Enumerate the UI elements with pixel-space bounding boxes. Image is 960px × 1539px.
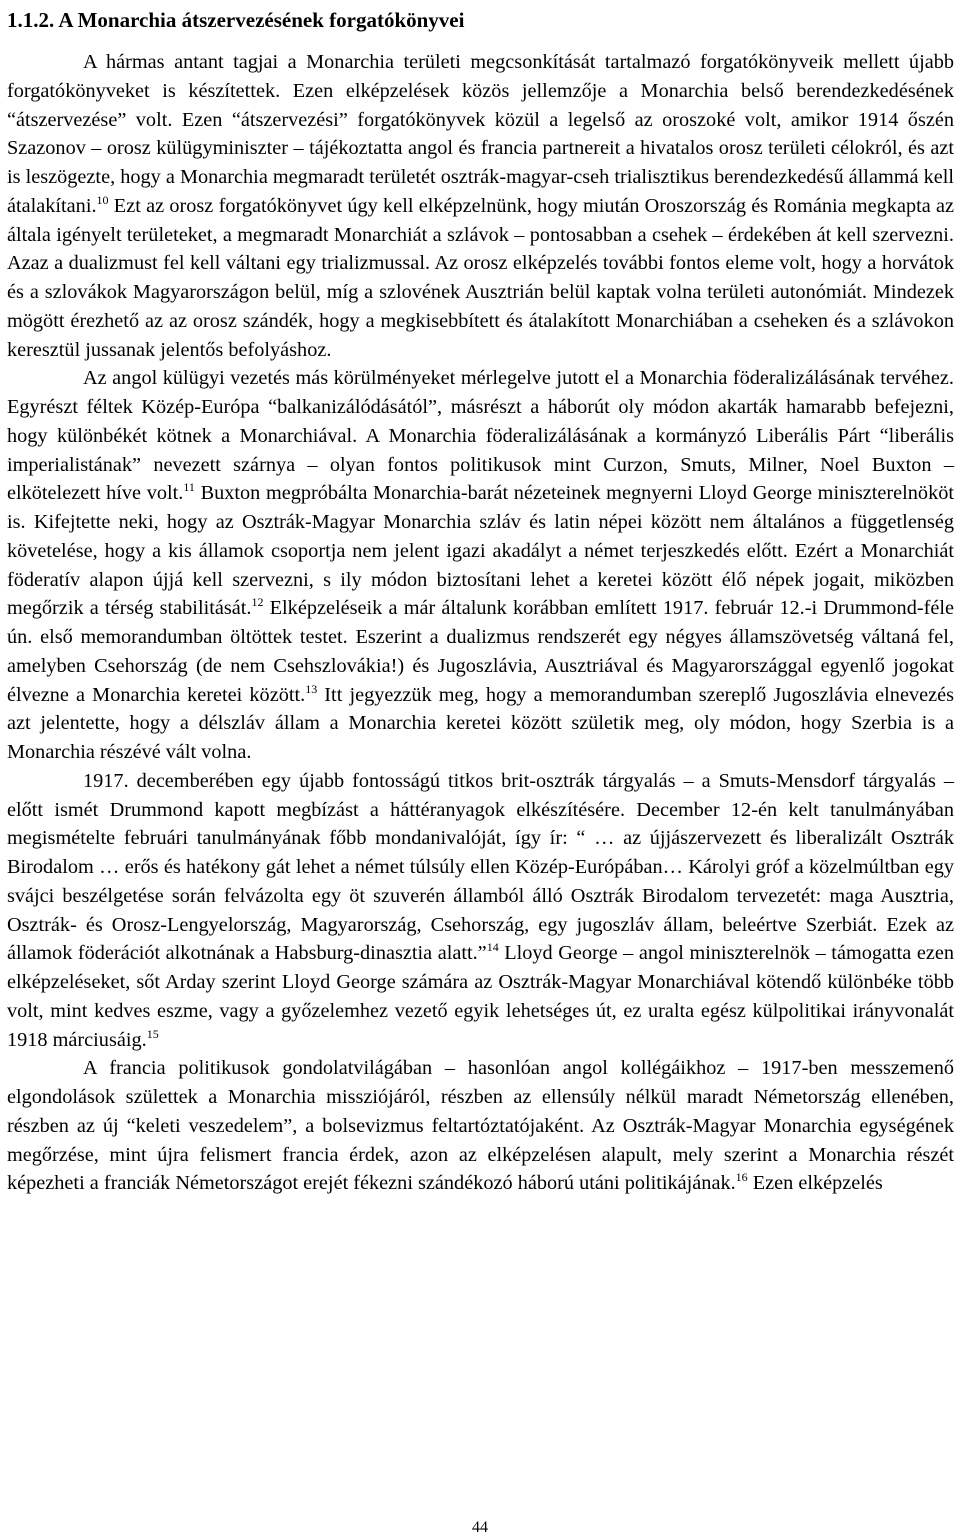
footnote-ref-14[interactable]: 14 bbox=[486, 940, 499, 955]
paragraph-4 bbox=[7, 1054, 954, 1198]
paragraph-3 bbox=[7, 767, 954, 1055]
page-number: 44 bbox=[472, 1519, 488, 1536]
paragraph-1-text-a: A hármas antant tagjai a Monarchia területi megcsonkítását tartalmazó forgatókönyveik mellett újabb forgatókönyveket is készítettek. Ezen elképzelések közös jellemzője a Monarchia belső berendezkedésének “átszervezése” volt. Ezen “átszervezési” forgatókönyvek közül a legelső az oroszoké volt, amikor 1914 őszén Szazonov – orosz külügyminiszter – tájékoztatta angol és francia partnereit a hivatalos orosz területi célokról, és azt is leszögezte, hogy a Monarchia megmaradt területét osztrák-magyar-cseh trialisztikus berendezkedésű állammá kell átalakítani. bbox=[7, 51, 954, 217]
paragraph-1-text-b: Ezt az orosz forgatókönyvet úgy kell elképzelnünk, hogy miután Oroszország és Románia megkapta az általa igényelt területeket, a megmaradt Monarchiát a szlávok – pontosabban a csehek – érdekében át kell szervezni. Azaz a dualizmust fel kell váltani egy trializmussal. Az orosz elképzelés további fontos eleme volt, hogy a horvátok és a szlovákok Magyarországon belül, míg a szlovének Ausztrián belül kaptak volna területi autonómiát. Mindezek mögött érezhető az az orosz szándék, hogy a megkisebbített és átalakított Monarchiában a cseheken és a szlávokon keresztül jussanak jelentős befolyáshoz. bbox=[7, 194, 954, 361]
paragraph-2-text-c: Elképzeléseik a már általunk korábban említett 1917. február 12.-i Drummond-féle ún. első memorandumban öltöttek testet. Eszerint a dualizmus rendszerét egy négyes államszövetség váltaná fel, amelyben Csehország (de nem Csehszlovákia!) és Jugoszlávia, Ausztriával és Magyarországgal egyenlő jogokat élvezne a Monarchia keretei között. bbox=[7, 597, 954, 706]
document-page bbox=[7, 6, 954, 1198]
paragraph-3-text-b: Lloyd George – angol miniszterelnök – támogatta ezen elképzeléseket, sőt Arday szerint Lloyd George számára az Osztrák-Magyar Monarchiával kötendő különbéke több volt, mint kedves eszme, vagy a győzelemhez vezető egyik lehetséges út, ez uralta egész külpolitikai irányvonalát 1918 márciusáig. bbox=[7, 942, 954, 1051]
paragraph-2-text-a: Az angol külügyi vezetés más körülményeket mérlegelve jutott el a Monarchia föderalizálásának tervéhez. Egyrészt féltek Közép-Európa “balkanizálódásától”, másrészt a háborút oly módon akarták hamarabb befejezni, hogy különbékét kötnek a Monarchiával. A Monarchia föderalizálásának a kormányzó Liberális Párt “liberális imperialistának” nevezett szárnya – olyan fontos politikusok mint Curzon, Smuts, Milner, Noel Buxton – elkötelezett híve volt. bbox=[7, 367, 954, 505]
paragraph-4-text-b: Ezen elképzelés bbox=[747, 1172, 883, 1195]
heading-gap bbox=[7, 34, 954, 48]
paragraph-3-text-a: 1917. decemberében egy újabb fontosságú titkos brit-osztrák tárgyalás – a Smuts-Mensdorf tárgyalás – előtt ismét Drummond kapott megbízást a háttéranyagok elkészítésére. December 12-én kelt tanulmányában megismételte februári tanulmányának főbb mondanivalóját, így ír: “ … az újjászervezett és liberalizált Osztrák Birodalom … erős és hatékony gát lehet a német túlsúly ellen Közép-Európában… Károlyi gróf a közelmúltban egy svájci beszélgetése során felvázolta egy öt szuverén államból álló Osztrák Birodalom tervezetét: maga Ausztria, Osztrák- és Orosz-Lengyelország, Magyarország, Csehország, egy jugoszláv állam, beleértve Szerbiát. Ezek az államok föderációt alkotnának a Habsburg-dinasztia alatt.” bbox=[7, 769, 954, 965]
paragraph-4-text-a: A francia politikusok gondolatvilágában – hasonlóan angol kollégáikhoz – 1917-ben messzemenő elgondolások születtek a Monarchia missziójáról, részben az ellensúly nélkül maradt Németország ellenében, részben az új “keleti veszedelem”, a bolsevizmus feltartóztatójaként. Az Osztrák-Magyar Monarchia egységének megőrzése, mint újra felismert francia érdek, azon az elképzelésen alapult, mely szerint a Monarchia részét képezheti a franciák Németországot erejét fékezni szándékozó háború utáni politikájának. bbox=[7, 1057, 954, 1195]
footnote-ref-15[interactable]: 15 bbox=[146, 1026, 159, 1041]
paragraph-1 bbox=[7, 48, 954, 364]
footnote-ref-13[interactable]: 13 bbox=[305, 681, 318, 696]
paragraph-2 bbox=[7, 364, 954, 767]
footnote-ref-12[interactable]: 12 bbox=[251, 595, 264, 610]
section-title: 1.1.2. A Monarchia átszervezésének forgatókönyvei bbox=[7, 8, 465, 32]
paragraph-2-text-b: Buxton megpróbálta Monarchia-barát nézeteinek megnyerni Lloyd George miniszterelnököt is. Kifejtette neki, hogy az Osztrák-Magyar Monarchia szláv és latin népei között nem általános a függetlenség követelése, hogy a kis államok csoportja nem jelent igazi akadályt a német terjeszkedés előtt. Ezért a Monarchiát föderatív alapon újjá kell szervezni, s ily módon biztosítani lehet a keretei között élő népek jogait, miközben megőrzik a térség stabilitását. bbox=[7, 482, 954, 620]
footnote-ref-16[interactable]: 16 bbox=[735, 1170, 748, 1185]
paragraph-2-text-d: Itt jegyezzük meg, hogy a memorandumban szereplő Jugoszlávia elnevezés azt jelentette, hogy a délszláv állam a Monarchia keretei között születik meg, oly módon, hogy Szerbia is a Monarchia részévé vált volna. bbox=[7, 683, 954, 763]
footnote-ref-10[interactable]: 10 bbox=[96, 192, 109, 207]
footnote-ref-11[interactable]: 11 bbox=[183, 480, 195, 495]
